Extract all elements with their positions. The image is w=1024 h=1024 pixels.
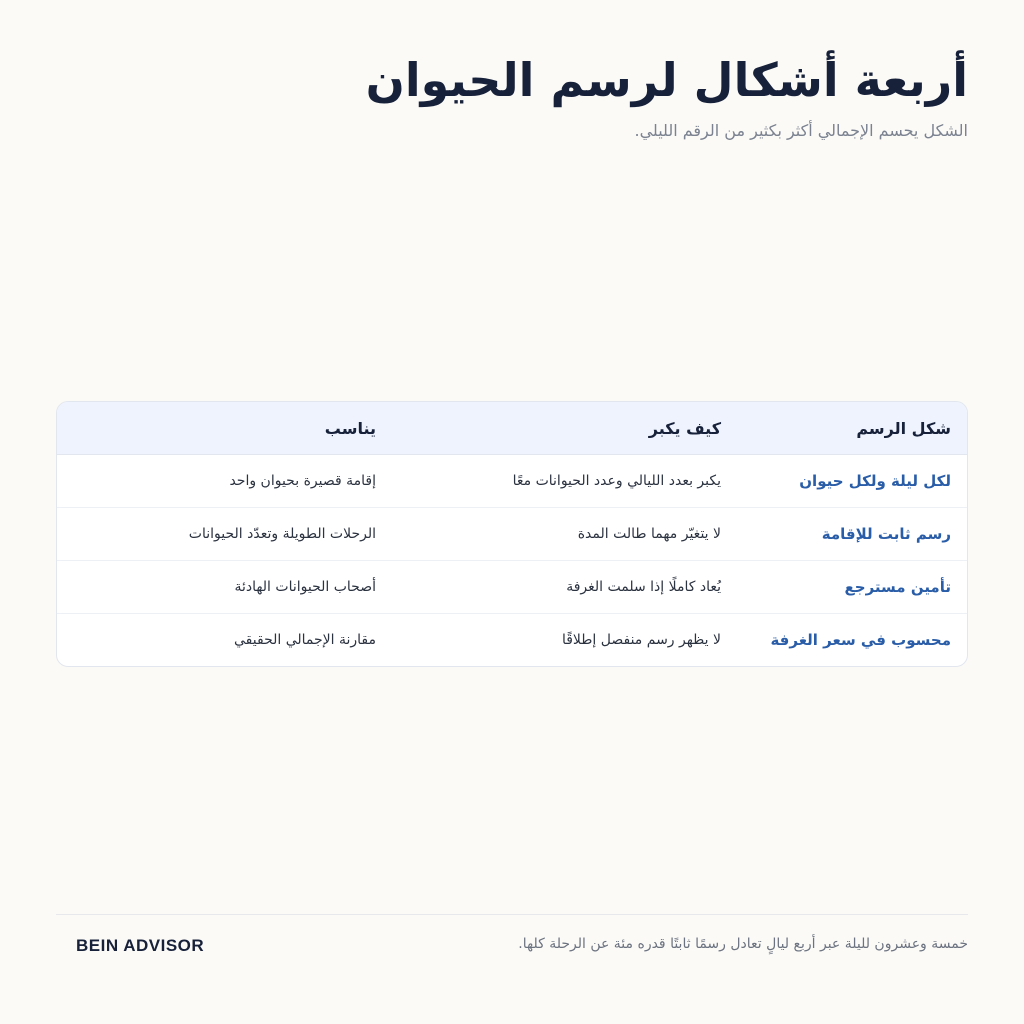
table-header-row — [57, 402, 967, 455]
growth-cell: يكبر بعدد الليالي وعدد الحيوانات معًا — [392, 455, 737, 508]
growth-cell: لا يتغيّر مهما طالت المدة — [392, 508, 737, 561]
fee-shape-cell: لكل ليلة ولكل حيوان — [737, 455, 967, 508]
page-header — [56, 52, 968, 142]
fee-shape-cell: تأمين مسترجع — [737, 561, 967, 614]
page-title: أربعة أشكال لرسم الحيوان — [365, 53, 968, 107]
page-subtitle: الشكل يحسم الإجمالي أكثر بكثير من الرقم الليلي. — [634, 120, 968, 140]
table-row — [57, 508, 967, 561]
fit-cell: مقارنة الإجمالي الحقيقي — [234, 632, 376, 648]
footer-divider — [56, 914, 968, 915]
table-row — [57, 561, 967, 614]
column-header-shape: شكل الرسم — [737, 402, 967, 455]
table-row — [57, 614, 967, 667]
column-header-growth: كيف يكبر — [392, 402, 737, 455]
growth-cell: يُعاد كاملًا إذا سلمت الغرفة — [392, 561, 737, 614]
fee-shape-cell: رسم ثابت للإقامة — [737, 508, 967, 561]
fee-shape-cell: محسوب في سعر الغرفة — [770, 631, 951, 649]
growth-cell: لا يظهر رسم منفصل إطلاقًا — [561, 632, 721, 648]
fit-cell: أصحاب الحيوانات الهادئة — [57, 561, 392, 614]
column-header-fit: يناسب — [57, 402, 392, 455]
fee-shapes-table — [56, 401, 968, 667]
fit-cell: الرحلات الطويلة وتعدّد الحيوانات — [57, 508, 392, 561]
footer-note: خمسة وعشرون لليلة عبر أربع ليالٍ تعادل رسمًا ثابتًا قدره مئة عن الرحلة كلها. — [518, 936, 968, 952]
brand-logo-text: BEIN ADVISOR — [76, 936, 205, 955]
fit-cell: إقامة قصيرة بحيوان واحد — [57, 455, 392, 508]
table-row — [57, 455, 967, 508]
